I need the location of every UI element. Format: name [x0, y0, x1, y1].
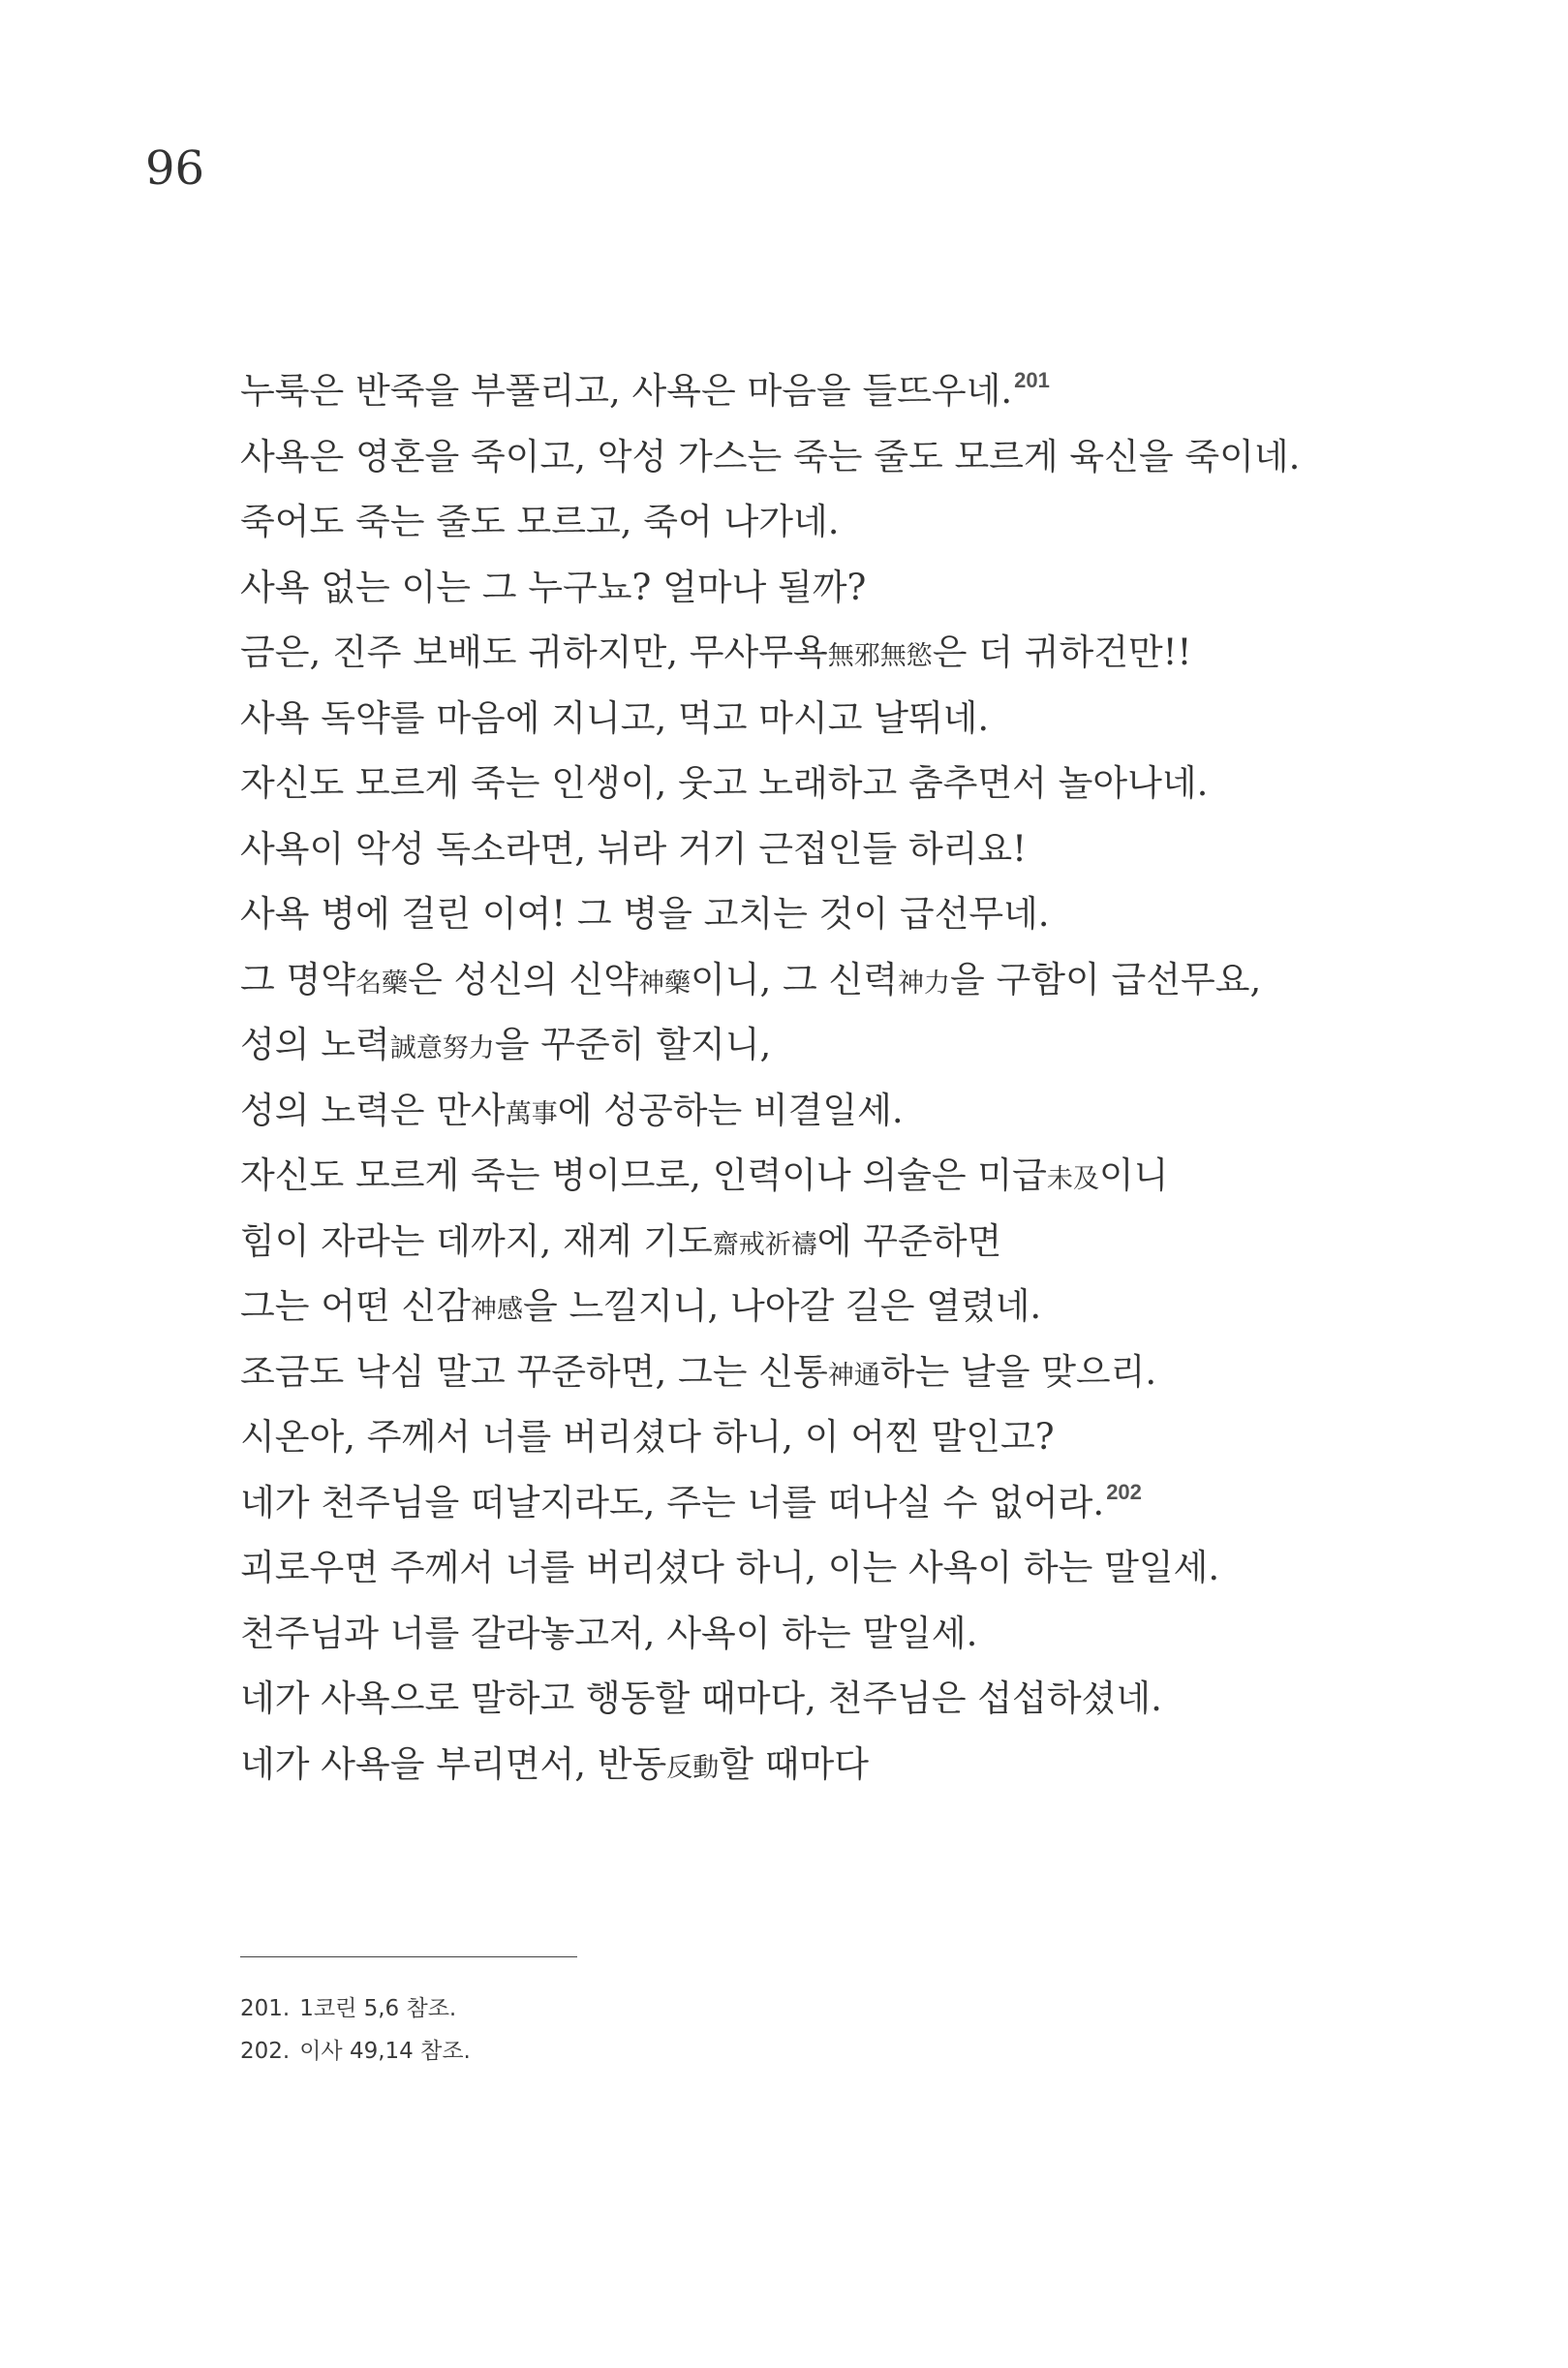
hanja-gloss: 誠意努力 [389, 1033, 495, 1063]
hanja-gloss: 神藥 [637, 968, 691, 999]
footnote-divider [240, 1956, 577, 1957]
text-segment: 그 명약 [240, 958, 355, 1000]
text-line [240, 1732, 1451, 1798]
text-segment: 사욕은 영혼을 죽이고, 악성 가스는 죽는 줄도 모르게 육신을 죽이네. [240, 435, 1301, 477]
text-line [240, 1404, 1451, 1470]
text-segment: 에 꾸준하면 [816, 1219, 1002, 1262]
text-line [240, 1470, 1451, 1536]
text-line [240, 555, 1451, 621]
text-line [240, 358, 1451, 424]
hanja-gloss: 萬事 [505, 1098, 558, 1129]
text-segment: 힘이 자라는 데까지, 재계 기도 [240, 1219, 713, 1262]
text-segment: 시온아, 주께서 너를 버리셨다 하니, 이 어찐 말인고? [240, 1416, 1055, 1458]
text-line [240, 424, 1451, 490]
hanja-gloss: 名藥 [355, 968, 408, 999]
text-segment: 조금도 낙심 말고 꾸준하면, 그는 신통 [240, 1350, 828, 1393]
footnote-number: 201. [240, 1996, 291, 2021]
hanja-gloss: 無邪無慾 [827, 641, 933, 671]
hanja-gloss: 未及 [1046, 1164, 1099, 1194]
text-line [240, 620, 1451, 686]
footnote-reference: 201 [1014, 368, 1050, 392]
footnote [240, 1987, 471, 2030]
text-segment: 사욕 없는 이는 그 누구뇨? 얼마나 될까? [240, 566, 867, 608]
text-segment: 이니 [1098, 1154, 1169, 1196]
text-line [240, 489, 1451, 555]
page-number: 96 [145, 141, 205, 196]
text-segment: 사욕 병에 걸린 이여! 그 병을 고치는 것이 급선무네. [240, 893, 1050, 935]
text-segment: 네가 사욕을 부리면서, 반동 [240, 1742, 667, 1785]
text-segment: 은 더 귀하건만!! [932, 631, 1192, 673]
footnotes [240, 1987, 471, 2073]
text-line [240, 816, 1451, 882]
text-segment: 자신도 모르게 죽는 병이므로, 인력이나 의술은 미급 [240, 1154, 1047, 1196]
hanja-gloss: 齋戒祈禱 [712, 1229, 817, 1260]
text-line [240, 1339, 1451, 1405]
text-segment: 은 성신의 신약 [408, 958, 638, 1000]
text-segment: 금은, 진주 보배도 귀하지만, 무사무욕 [240, 631, 828, 673]
text-line [240, 1535, 1451, 1601]
text-segment: 을 느낄지니, 나아갈 길은 열렸네. [522, 1285, 1042, 1327]
footnote [240, 2030, 471, 2073]
text-line [240, 1143, 1451, 1209]
text-line [240, 1012, 1451, 1078]
text-segment: 성의 노력 [240, 1024, 390, 1065]
poem-body [240, 358, 1451, 1797]
footnote-text: 1코린 5,6 참조. [299, 1996, 457, 2021]
text-line [240, 881, 1451, 947]
hanja-gloss: 神通 [827, 1360, 880, 1391]
hanja-gloss: 反動 [666, 1752, 720, 1783]
text-line [240, 1601, 1451, 1667]
text-segment: 죽어도 죽는 줄도 모르고, 죽어 나가네. [240, 501, 840, 542]
text-segment: 누룩은 반죽을 부풀리고, 사욕은 마음을 들뜨우네. [240, 370, 1013, 412]
text-segment: 하는 날을 맞으리. [879, 1350, 1157, 1393]
text-line [240, 1209, 1451, 1275]
text-segment: 할 때마다 [719, 1742, 869, 1785]
text-segment: 괴로우면 주께서 너를 버리셨다 하니, 이는 사욕이 하는 말일세. [240, 1547, 1220, 1588]
text-line [240, 686, 1451, 752]
text-segment: 사욕 독약를 마음에 지니고, 먹고 마시고 날뛰네. [240, 696, 990, 739]
hanja-gloss: 神力 [897, 968, 950, 999]
text-line [240, 1078, 1451, 1144]
text-segment: 에 성공하는 비결일세. [557, 1089, 904, 1131]
text-segment: 을 꾸준히 할지니, [494, 1024, 772, 1065]
hanja-gloss: 神感 [470, 1295, 523, 1325]
footnote-text: 이사 49,14 참조. [299, 2039, 471, 2064]
text-segment: 천주님과 너를 갈라놓고저, 사욕이 하는 말일세. [240, 1612, 978, 1654]
text-segment: 자신도 모르게 죽는 인생이, 웃고 노래하고 춤추면서 놀아나네. [240, 762, 1209, 804]
text-segment: 성의 노력은 만사 [240, 1089, 506, 1131]
text-segment: 네가 사욕으로 말하고 행동할 때마다, 천주님은 섭섭하셨네. [240, 1677, 1162, 1719]
text-segment: 이니, 그 신력 [690, 958, 898, 1000]
footnote-reference: 202 [1106, 1479, 1142, 1504]
text-segment: 사욕이 악성 독소라면, 뉘라 거기 근접인들 하리요! [240, 827, 1028, 870]
text-line [240, 751, 1451, 816]
footnote-number: 202. [240, 2039, 291, 2064]
text-line [240, 1666, 1451, 1732]
text-segment: 네가 천주님을 떠날지라도, 주는 너를 떠나실 수 없어라. [240, 1481, 1105, 1523]
text-line [240, 1274, 1451, 1339]
text-segment: 을 구함이 급선무요, [949, 958, 1262, 1000]
text-line [240, 947, 1451, 1013]
text-segment: 그는 어떤 신감 [240, 1285, 471, 1327]
